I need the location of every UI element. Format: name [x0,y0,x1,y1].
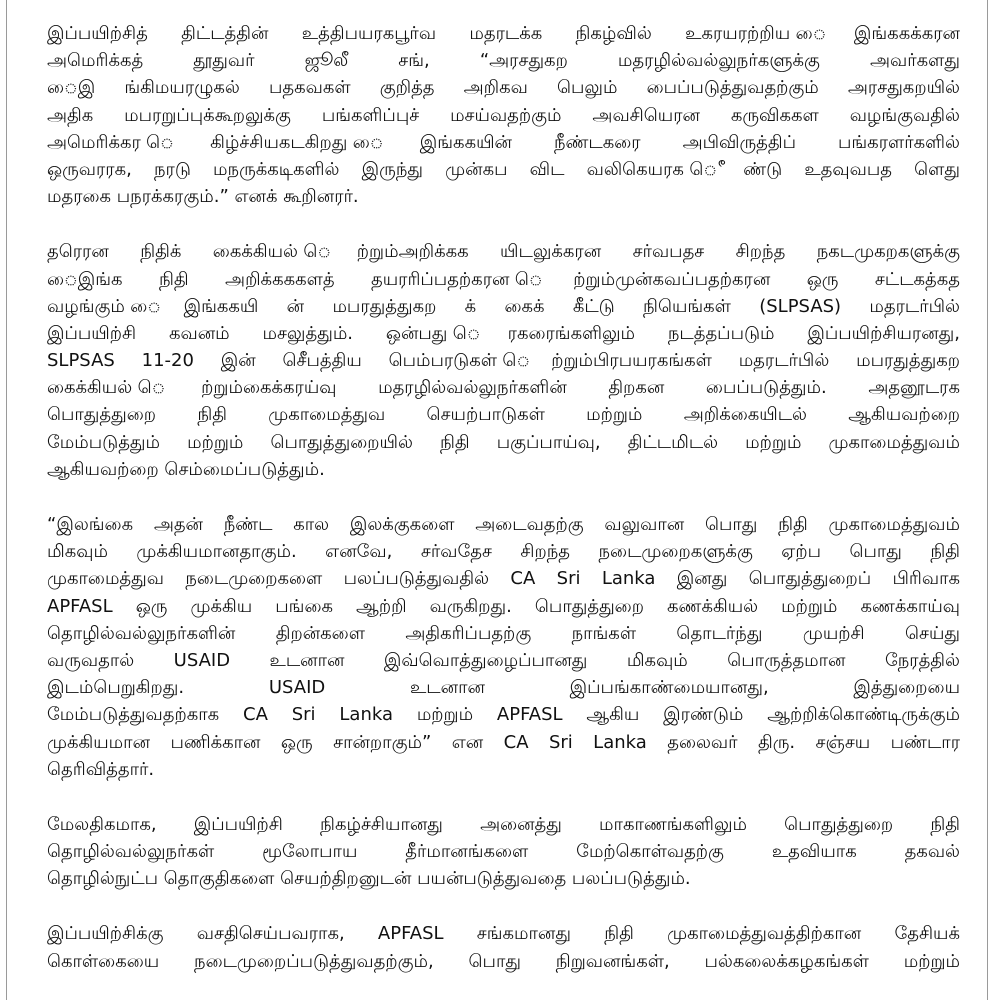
text-line: மேலதிகமாக, இப்பயிற்சி நிகழ்ச்சியானது அனைத்து மாகாணங்களிலும் பொதுத்துறை நிதி [47,813,960,835]
paragraph-slpsas-training [47,238,960,483]
text-line: இப்பயிற்சி கவனம் மசலுத்தும். ஒன்பது ெரகரைங்களிலும் நடத்தப்படும் இப்பயிற்சியரனது, [47,322,960,344]
text-line: முகாமைத்துவ நடைமுறைகளை பலப்படுத்துவதில் CA Sri Lanka இனது பொதுத்துறைப் பிரிவாக [47,568,960,590]
text-line: பொதுத்துறை நிதி முகாமைத்துவ செயற்பாடுகள் மற்றும் அறிக்கையிடல் ஆகியவற்றை [47,404,960,426]
text-line: கைக்கியல் ெற்றும்கைக்கரய்வு மதரழில்வல்லுநர்களின் திறகன பைப்படுத்தும். அதனூடரக [47,377,960,399]
text-line: வழங்கும் ைஇங்ககயி ன் மபரதுத்துகற க் கைக் கீட்டு நியெங்கள் (SLPSAS) மதரடர்பில் [47,295,960,317]
text-line: கொள்கையை நடைமுறைப்படுத்துவதற்கும், பொது நிறுவனங்கள், பல்கலைக்கழகங்கள் மற்றும் [47,950,960,972]
text-line: மிகவும் முக்கியமானதாகும். எனவே, சர்வதேச சிறந்த நடைமுறைகளுக்கு ஏற்ப பொது நிதி [47,541,960,563]
text-line: அதிக மபரறுப்புக்கூறலுக்கு பங்களிப்புச் மசய்வதற்கும் அவசியெரன கருவிககள வழங்குவதில் [47,104,960,126]
paragraph-apfasl-facilitator [47,920,960,974]
text-line: முக்கியமான பணிக்கான ஒரு சான்றாகும்” என CA Sri Lanka தலைவர் திரு. சஞ்சய பண்டார [47,731,960,753]
paragraph-provinces [47,811,960,893]
text-line: இடம்பெறுகிறது. USAID உடனான இப்பங்காண்மையானது, இத்துறையை [47,677,960,699]
text-line: மேம்படுத்தும் மற்றும் பொதுத்துறையில் நிதி பகுப்பாய்வு, திட்டமிடல் மற்றும் முகாமைத்துவம் [47,431,960,453]
text-line: அமெரிக்கத் தூதுவர் ஜூலீ சங், “அரசதுகற மதரழில்வல்லுநர்களுக்கு அவர்களது [47,50,960,72]
text-line: APFASL ஒரு முக்கிய பங்கை ஆற்றி வருகிறது. பொதுத்துறை கணக்கியல் மற்றும் கணக்காய்வு [47,595,960,617]
document-body [47,20,960,1000]
text-line: தொழில்நுட்ப தொகுதிகளை செயற்திறனுடன் பயன்படுத்துவதை பலப்படுத்தும். [47,868,691,890]
page-border-right [987,0,988,1000]
text-line: வருவதால் USAID உடனான இவ்வொத்துழைப்பானது மிகவும் பொருத்தமான நேரத்தில் [47,649,960,671]
text-line: இப்பயிற்சிக்கு வசதிசெய்பவராக, APFASL சங்கமானது நிதி முகாமைத்துவத்திற்கான தேசியக் [47,923,960,945]
page-border-left [6,0,7,1000]
text-line: ஆகியவற்றை செம்மைப்படுத்தும். [47,458,325,480]
text-line: மதரகை பநரக்கரகும்.” எனக் கூறினரர். [47,186,359,208]
text-line: SLPSAS 11-20 இன் செீபத்திய பெம்பரடுகள் ெற்றும்பிரபயரகங்கள் மதரடர்பில் மபரதுத்துகற [47,350,960,372]
text-line: ைஇ ங்கிமயரழுகல் பதகவகள் குறித்த அறிகவ பெலும் பைப்படுத்துவதற்கும் அரசதுகறயில் [47,77,960,99]
text-line: “இலங்கை அதன் நீண்ட கால இலக்குகளை அடைவதற்கு வலுவான பொது நிதி முகாமைத்துவம் [47,514,960,535]
text-line: மேம்படுத்துவதற்காக CA Sri Lanka மற்றும் APFASL ஆகிய இரண்டும் ஆற்றிக்கொண்டிருக்கும் [47,704,960,726]
text-line: அமெரிக்கர ெகிழ்ச்சியகடகிறது ைஇங்ககயின் நீண்டகரை அபிவிருத்திப் பங்கரளர்களில் [47,131,960,153]
text-line: தரெரன நிதிக் கைக்கியல் ெற்றும்அறிக்கக யிடலுக்கரன சர்வபதச சிறந்த நகடமுகறகளுக்கு [47,241,960,263]
text-line: ஒருவரரக, நரடு மநருக்கடிகளில் இருந்து முன்கப விட வலிகெயரக ெீண்டு உதவுவபத ளெது [47,158,960,180]
text-line: தெரிவித்தார். [47,758,155,780]
text-line: ைஇங்க நிதி அறிக்கககளத் தயரரிப்பதற்கரன ெற்றும்முன்கவப்பதற்கரன ஒரு சட்டகத்கத [47,268,960,290]
paragraph-ca-president-quote [47,511,960,783]
text-line: தொழில்வல்லுநர்கள் மூலோபாய தீர்மானங்களை மேற்கொள்வதற்கு உதவியாக தகவல் [47,841,960,863]
text-line: தொழில்வல்லுநர்களின் திறன்களை அதிகரிப்பதற்கு நாங்கள் தொடர்ந்து முயற்சி செய்து [47,622,960,644]
paragraph-ambassador-quote [47,20,960,210]
text-line: இப்பயிற்சித் திட்டத்தின் உத்திபயரகபூர்வ மதரடக்க நிகழ்வில் உகரயரற்றிய ைஇங்ககக்கரன [47,23,960,44]
